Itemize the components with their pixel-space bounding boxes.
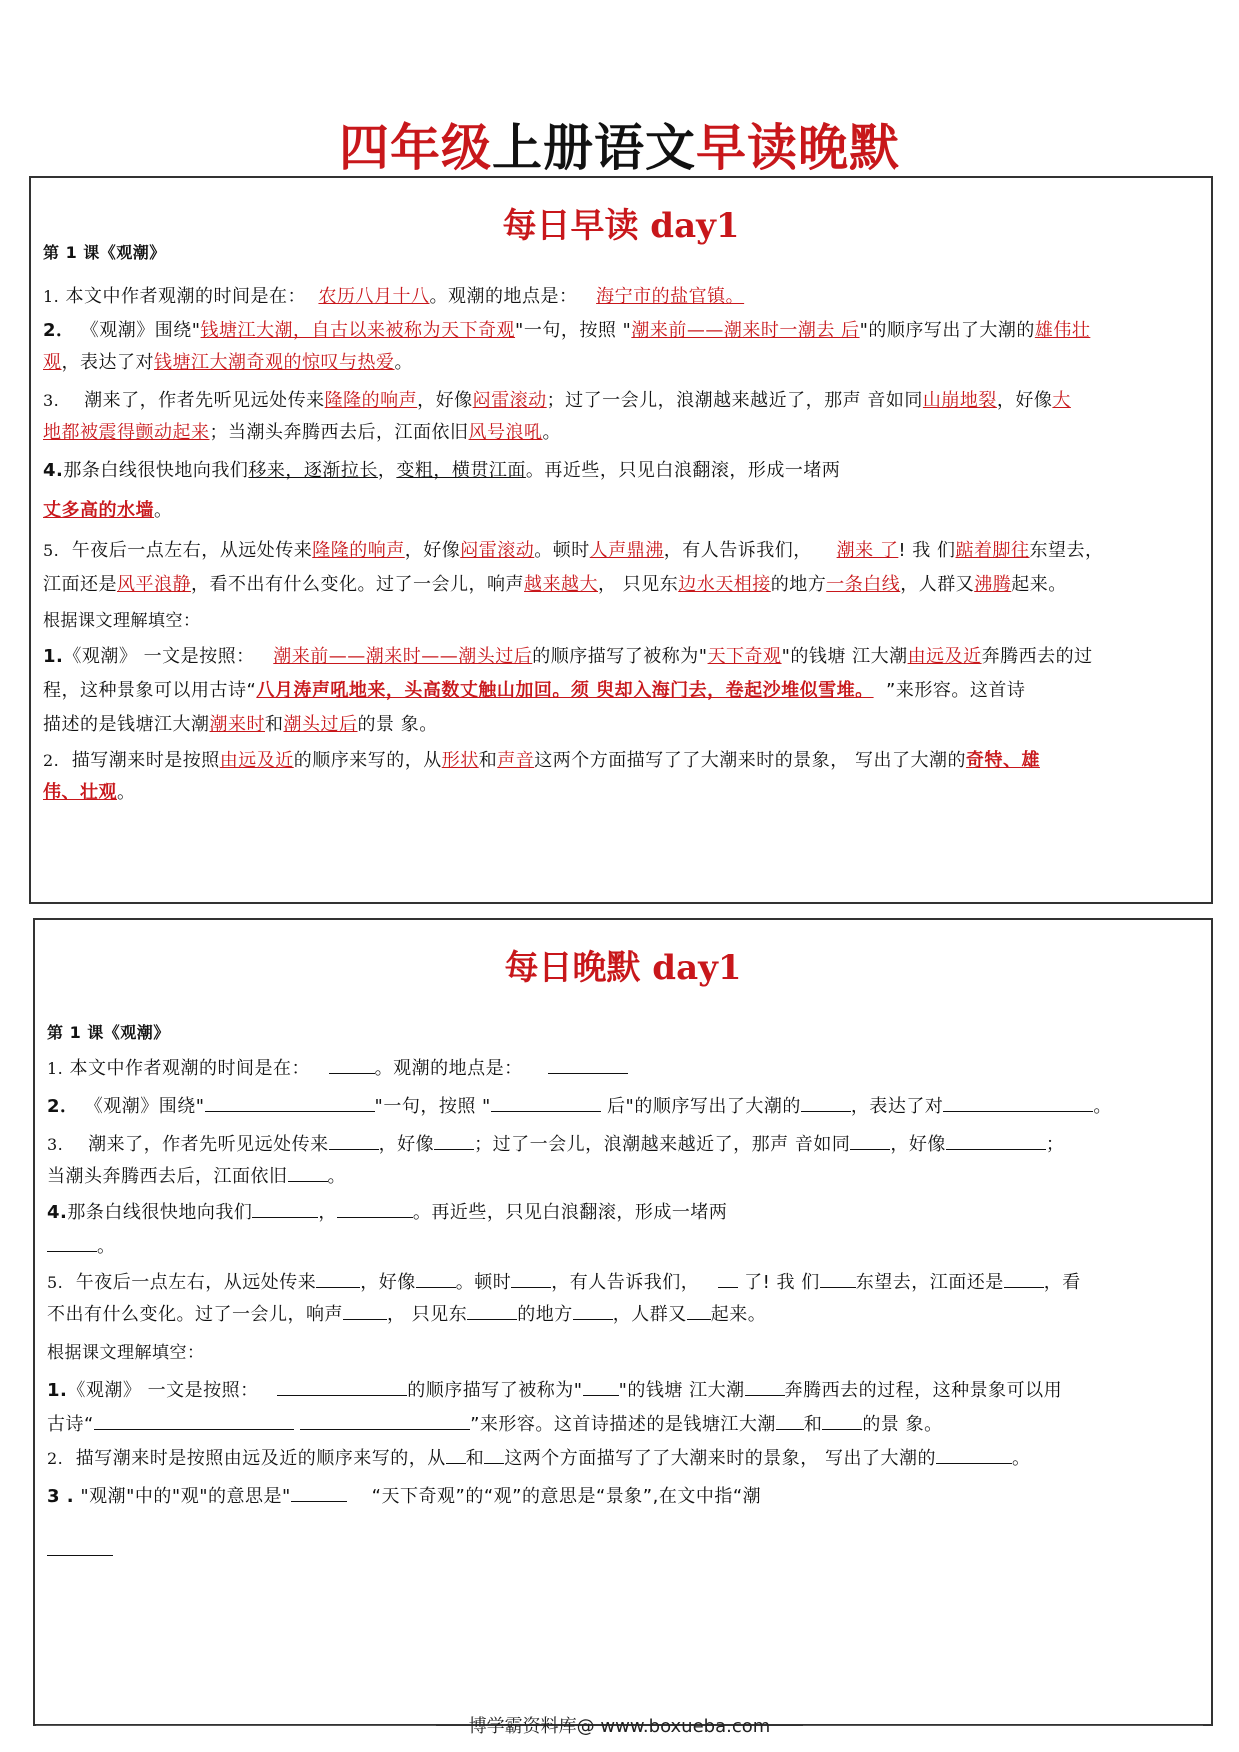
blank-field[interactable] [583,1377,619,1396]
footer-rule-right [803,1725,1203,1726]
morning-lesson-title: 第 1 课《观潮》 [43,243,166,262]
blank-field[interactable] [1004,1269,1044,1288]
morning-q2-line1: 2． 《观潮》围绕"钱塘江大潮，自古以来被称为天下奇观"一句，按照 "潮来前——潮来时一潮去 后"的顺序写出了大潮的雄伟壮 [43,320,1091,341]
blank-field[interactable] [205,1093,375,1112]
title-part-2: 上册语文 [492,119,696,177]
blank-field[interactable] [316,1269,360,1288]
blank-field[interactable] [776,1411,804,1430]
footer [0,1712,1239,1738]
morning-reading-panel [29,176,1213,904]
morning-f2-line2: 伟、壮观。 [43,782,136,803]
blank-field[interactable] [687,1301,711,1320]
footer-text: 博学霸资料库@ www.boxueba.com [468,1716,771,1737]
blank-field[interactable] [329,1131,379,1150]
morning-q1: 1. 本文中作者观潮的时间是在： 农历八月十八。观潮的地点是： 海宁市的盐官镇。 [43,286,745,307]
morning-f2-line1: 2. 描写潮来时是按照由远及近的顺序来写的，从形状和声音这两个方面描写了了大潮来时的景象， 写出了大潮的奇特、雄 [43,750,1040,771]
blank-field[interactable] [801,1093,851,1112]
blank-field[interactable] [850,1131,890,1150]
blank-field[interactable] [946,1131,1046,1150]
blank-field[interactable] [943,1093,1093,1112]
blank-field[interactable] [416,1269,456,1288]
morning-q4-line2: 丈多高的水墙。 [43,500,173,521]
morning-q3-line1: 3. 潮来了，作者先听见远处传来隆隆的响声，好像闷雷滚动；过了一会儿，浪潮越来越近了，那声 音如同山崩地裂，好像大 [43,390,1071,411]
evening-dictation-panel [33,918,1213,1726]
blank-field[interactable] [822,1411,862,1430]
title-part-1: 四年级 [339,119,492,177]
morning-f1-line3: 描述的是钱塘江大潮潮来时和潮头过后的景 象。 [43,714,438,735]
evening-q3-line2: 当潮头奔腾西去后，江面依旧 。 [47,1160,346,1194]
morning-q5-line2: 江面还是风平浪静，看不出有什么变化。过了一会儿，响声越来越大， 只见东边水天相接的地方一条白线，人群又沸腾起来。 [43,574,1067,595]
blank-field[interactable] [718,1269,738,1288]
evening-f1-line2: 古诗“ ”来形容。这首诗描述的是钱塘江大潮 和 的景 象。 [47,1408,943,1442]
morning-q2-line2: 观，表达了对钱塘江大潮奇观的惊叹与热爱。 [43,352,413,373]
blank-field[interactable] [548,1055,628,1074]
blank-field[interactable] [936,1445,1012,1464]
evening-q2: 2． 《观潮》围绕" "一句，按照 " 后"的顺序写出了大潮的 ，表达了对 。 [47,1090,1112,1124]
morning-f1-line2: 程，这种景象可以用古诗“八月涛声吼地来，头高数丈触山加回。须 臾却入海门去，卷起沙堆似雪堆。 ”来形容。这首诗 [43,680,1026,701]
page-title [0,108,1239,180]
blank-field[interactable] [277,1377,407,1396]
blank-field[interactable] [573,1301,613,1320]
footer-rule-left [36,1725,436,1726]
blank-field[interactable] [252,1199,318,1218]
morning-q4-line1: 4.那条白线很快地向我们移来，逐渐拉长，变粗，横贯江面。再近些，只见白浪翻滚，形成一堵两 [43,460,841,481]
blank-field[interactable] [300,1411,470,1430]
blank-field[interactable] [745,1377,785,1396]
evening-f3-answer-line [47,1534,113,1568]
blank-field[interactable] [511,1269,551,1288]
evening-q3-line1: 3. 潮来了，作者先听见远处传来 ，好像 ；过了一会儿，浪潮越来越近了，那声 音如同 ，好像 ； [47,1128,1064,1162]
morning-q3-line2: 地都被震得颤动起来；当潮头奔腾西去后，江面依旧风号浪吼。 [43,422,561,443]
blank-field[interactable] [94,1411,294,1430]
blank-field[interactable] [434,1131,474,1150]
blank-field[interactable] [47,1537,113,1556]
blank-field[interactable] [491,1093,601,1112]
blank-field[interactable] [288,1163,328,1182]
blank-field[interactable] [484,1445,504,1464]
blank-field[interactable] [329,1055,375,1074]
blank-field[interactable] [467,1301,517,1320]
evening-lesson-title: 第 1 课《观潮》 [47,1023,170,1042]
morning-section-heading: 根据课文理解填空： [43,611,201,631]
evening-q4-line1: 4.那条白线很快地向我们 ， 。再近些，只见白浪翻滚，形成一堵两 [47,1196,727,1230]
evening-header: 每日晚默 day1 [504,948,742,988]
blank-field[interactable] [291,1483,347,1502]
morning-q5-line1: 5. 午夜后一点左右，从远处传来隆隆的响声，好像闷雷滚动。顿时人声鼎沸，有人告诉我们， 潮来 了! 我 们踮着脚往东望去， [43,540,1104,561]
blank-field[interactable] [47,1233,97,1252]
blank-field[interactable] [446,1445,466,1464]
evening-q1: 1. 本文中作者观潮的时间是在： 。观潮的地点是： [47,1052,628,1086]
blank-field[interactable] [343,1301,387,1320]
evening-q4-line2: 。 [47,1230,116,1264]
evening-f2: 2. 描写潮来时是按照由远及近的顺序来写的，从 和 这两个方面描写了了大潮来时的景象， 写出了大潮的 。 [47,1442,1030,1476]
evening-f3: 3 . "观潮"中的"观"的意思是" “天下奇观”的“观”的意思是“景象”,在文中指“潮 [47,1480,761,1514]
evening-q5-line1: 5. 午夜后一点左右，从远处传来 ，好像 。顿时 ，有人告诉我们， 了! 我 们 东望去，江面还是 ，看 [47,1266,1081,1300]
blank-field[interactable] [820,1269,856,1288]
evening-q5-line2: 不出有什么变化。过了一会儿，响声 ， 只见东 的地方 ，人群又 起来。 [47,1298,766,1332]
evening-section-heading: 根据课文理解填空： [47,1343,205,1363]
morning-f1-line1: 1.《观潮》 一文是按照： 潮来前——潮来时——潮头过后的顺序描写了被称为"天下奇观"的钱塘 江大潮由远及近奔腾西去的过 [43,646,1093,667]
evening-f1-line1: 1.《观潮》 一文是按照： 的顺序描写了被称为" "的钱塘 江大潮 奔腾西去的过程，这种景象可以用 [47,1374,1062,1408]
blank-field[interactable] [337,1199,413,1218]
title-part-3: 早读晚默 [696,119,900,177]
morning-header: 每日早读 day1 [502,206,740,246]
